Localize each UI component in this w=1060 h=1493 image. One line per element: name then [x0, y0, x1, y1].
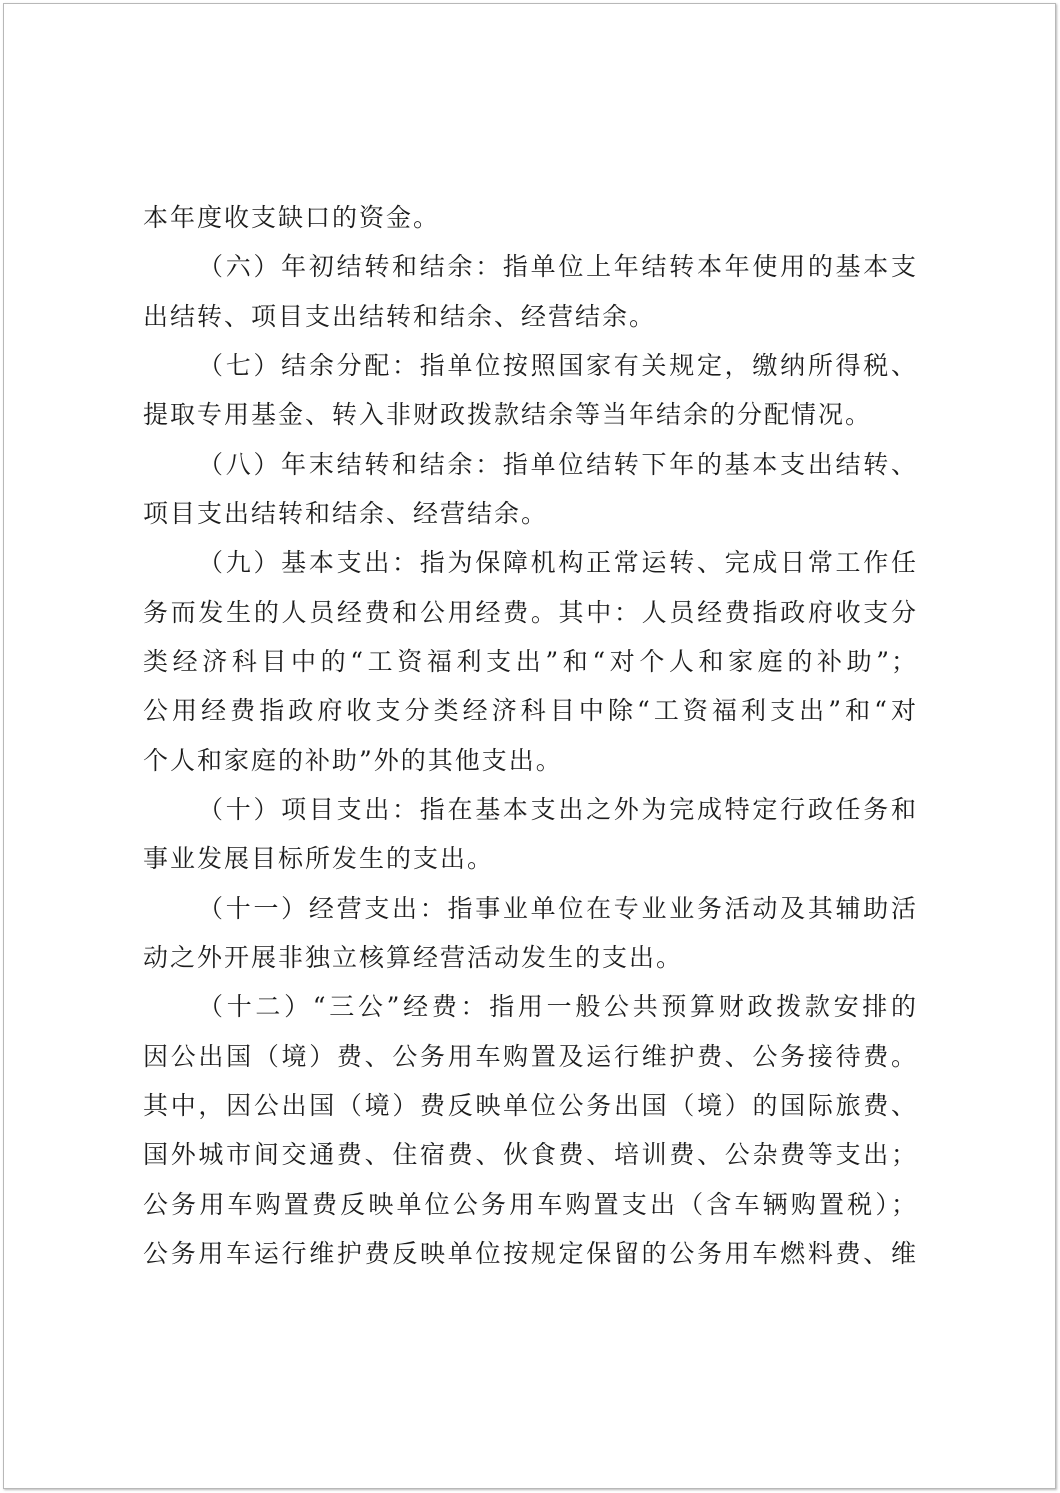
text-line: 提取专用基金、转入非财政拨款结余等当年结余的分配情况。 [143, 400, 873, 430]
text-line: （八）年末结转和结余：指单位结转下年的基本支出结转、 [198, 449, 918, 479]
text-line: 其中，因公出国（境）费反映单位公务出国（境）的国际旅费、 [143, 1090, 918, 1120]
text-line: 个人和家庭的补助”外的其他支出。 [143, 745, 563, 775]
paragraph [143, 193, 918, 242]
text-line: （六）年初结转和结余：指单位上年结转本年使用的基本支 [198, 252, 918, 282]
text-line: （十二）“三公”经费：指用一般公共预算财政拨款安排的 [198, 992, 918, 1022]
text-line: 公务用车购置费反映单位公务用车购置支出（含车辆购置税）； [143, 1189, 918, 1219]
text-line: 因公出国（境）费、公务用车购置及运行维护费、公务接待费。 [143, 1041, 918, 1071]
paragraph [143, 538, 918, 785]
text-line: （九）基本支出：指为保障机构正常运转、完成日常工作任 [198, 548, 918, 578]
text-line: 务而发生的人员经费和公用经费。其中：人员经费指政府收支分 [143, 597, 918, 627]
text-line: （十一）经营支出：指事业单位在专业业务活动及其辅助活 [198, 893, 918, 923]
paragraph [143, 440, 918, 539]
paragraph [143, 982, 918, 1278]
text-line: 类经济科目中的“工资福利支出”和“对个人和家庭的补助”； [143, 646, 918, 676]
text-line: 事业发展目标所发生的支出。 [143, 844, 495, 874]
paragraph [143, 785, 918, 884]
text-line: 项目支出结转和结余、经营结余。 [143, 498, 549, 528]
paragraph [143, 341, 918, 440]
text-line: 公用经费指政府收支分类经济科目中除“工资福利支出”和“对 [143, 696, 918, 726]
text-line: 本年度收支缺口的资金。 [143, 203, 441, 232]
text-line: 动之外开展非独立核算经营活动发生的支出。 [143, 942, 684, 972]
text-line: （十）项目支出：指在基本支出之外为完成特定行政任务和 [198, 794, 918, 824]
paragraph [143, 884, 918, 983]
document-body [143, 193, 918, 1278]
text-line: 公务用车运行维护费反映单位按规定保留的公务用车燃料费、维 [143, 1238, 918, 1268]
text-line: （七）结余分配：指单位按照国家有关规定，缴纳所得税、 [198, 350, 918, 380]
text-line: 国外城市间交通费、住宿费、伙食费、培训费、公杂费等支出； [143, 1140, 918, 1170]
paragraph [143, 242, 918, 341]
text-line: 出结转、项目支出结转和结余、经营结余。 [143, 301, 657, 331]
